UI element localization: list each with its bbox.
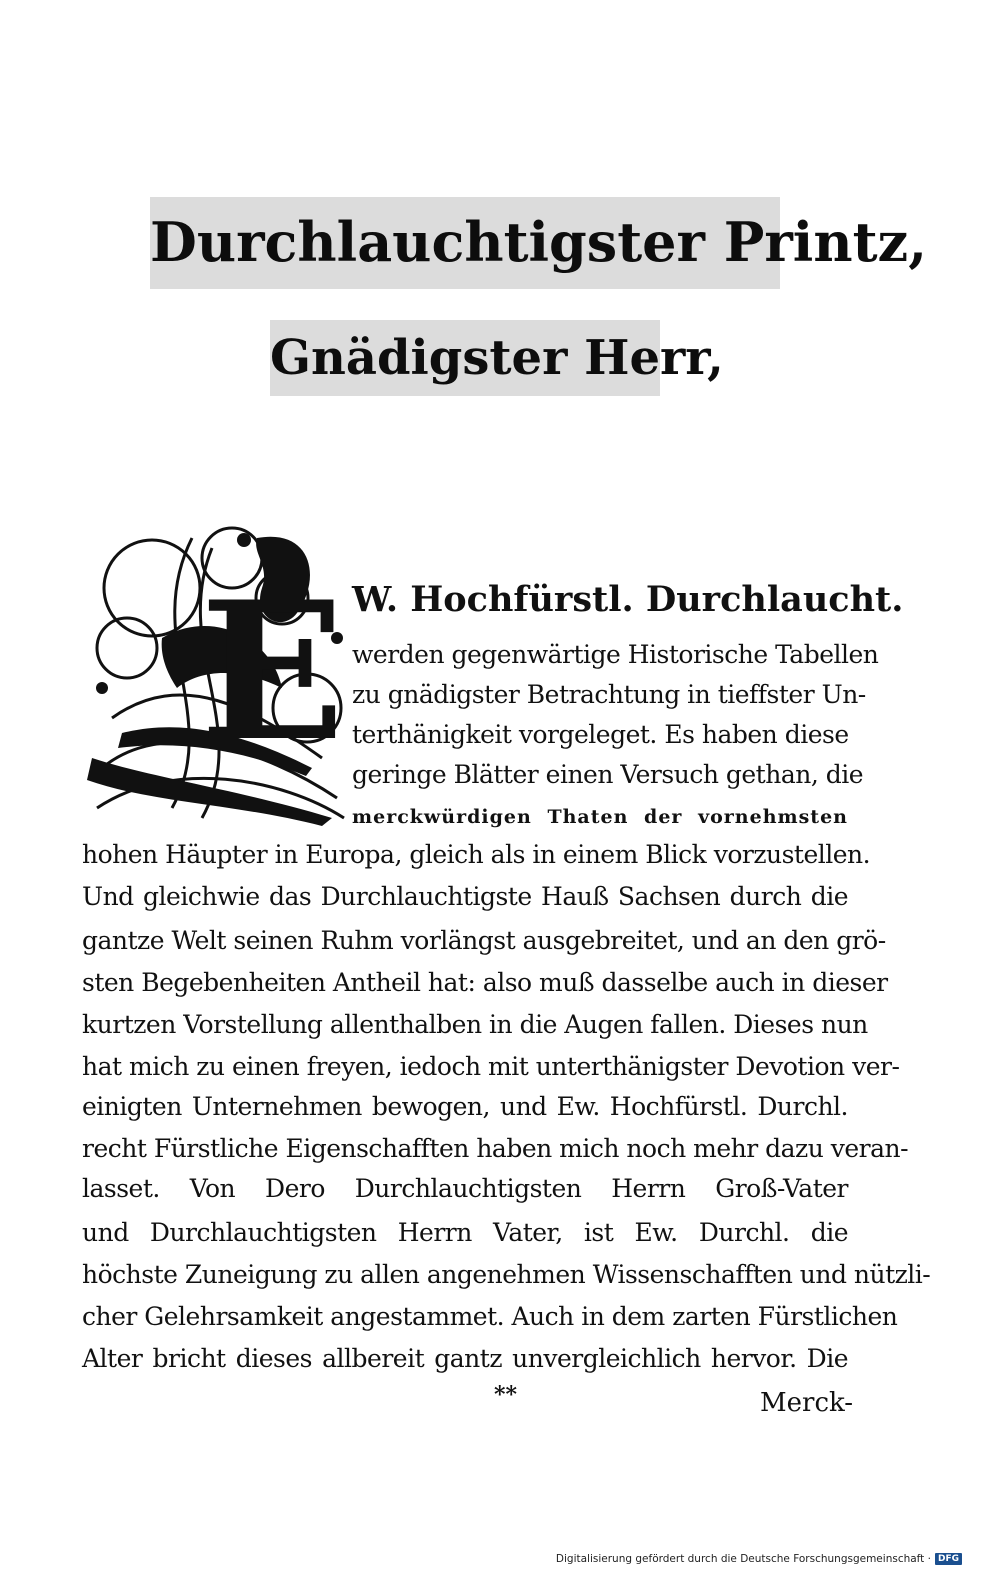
text-line-11: kurtzen Vorstellung allenthalben in die Augen fallen. Dieses nun	[82, 1010, 868, 1039]
text-line-4: terthänigkeit vorgeleget. Es haben diese	[352, 720, 849, 749]
text-line-15: lasset. Von Dero Durchlauchtigsten Herrn Groß-Vater	[82, 1174, 848, 1203]
decorative-initial	[82, 518, 350, 828]
text-line-10: sten Begebenheiten Antheil hat: also muß dasselbe auch in dieser	[82, 968, 888, 997]
text-line-8: Und gleichwie das Durchlauchtigste Hauß Sachsen durch die	[82, 882, 848, 911]
text-line-13: einigten Unternehmen bewogen, und Ew. Hochfürstl. Durchl.	[82, 1092, 848, 1121]
svg-text:E: E	[200, 560, 345, 783]
text-line-18: cher Gelehrsamkeit angestammet. Auch in dem zarten Fürstlichen	[82, 1302, 898, 1331]
text-line-14: recht Fürstliche Eigenschafften haben mich noch mehr dazu veran-	[82, 1134, 909, 1163]
credit-text: Digitalisierung gefördert durch die Deutsche Forschungsgemeinschaft ·	[555, 1553, 931, 1565]
text-line-2: werden gegenwärtige Historische Tabellen	[352, 640, 879, 669]
text-line-19: Alter bricht dieses allbereit gantz unvergleichlich hervor. Die	[82, 1344, 848, 1373]
catchword: Merck-	[760, 1388, 854, 1418]
text-line-5: geringe Blätter einen Versuch gethan, die	[352, 760, 864, 789]
digitization-credit	[556, 1553, 962, 1565]
title-line-2: Gnädigster Herr,	[270, 320, 660, 396]
text-line-12: hat mich zu einen freyen, iedoch mit unterthänigster Devotion ver-	[82, 1052, 900, 1081]
text-line-9: gantze Welt seinen Ruhm vorlängst ausgebreitet, und an den grö-	[82, 926, 886, 955]
text-line-16: und Durchlauchtigsten Herrn Vater, ist Ew. Durchl. die	[82, 1218, 848, 1247]
dfg-logo: DFG	[935, 1553, 962, 1565]
text-line-6: merckwürdigen Thaten der vornehmsten	[352, 806, 848, 828]
text-line-7: hohen Häupter in Europa, gleich als in einem Blick vorzustellen.	[82, 840, 871, 869]
text-line-1: W. Hochfürstl. Durchlaucht.	[352, 579, 904, 620]
text-line-17: höchste Zuneigung zu allen angenehmen Wissenschafften und nützli-	[82, 1260, 931, 1289]
title-line-1: Durchlauchtigster Printz,	[150, 197, 780, 289]
text-line-3: zu gnädigster Betrachtung in tieffster Un-	[352, 680, 866, 709]
signature-mark: **	[494, 1382, 518, 1408]
